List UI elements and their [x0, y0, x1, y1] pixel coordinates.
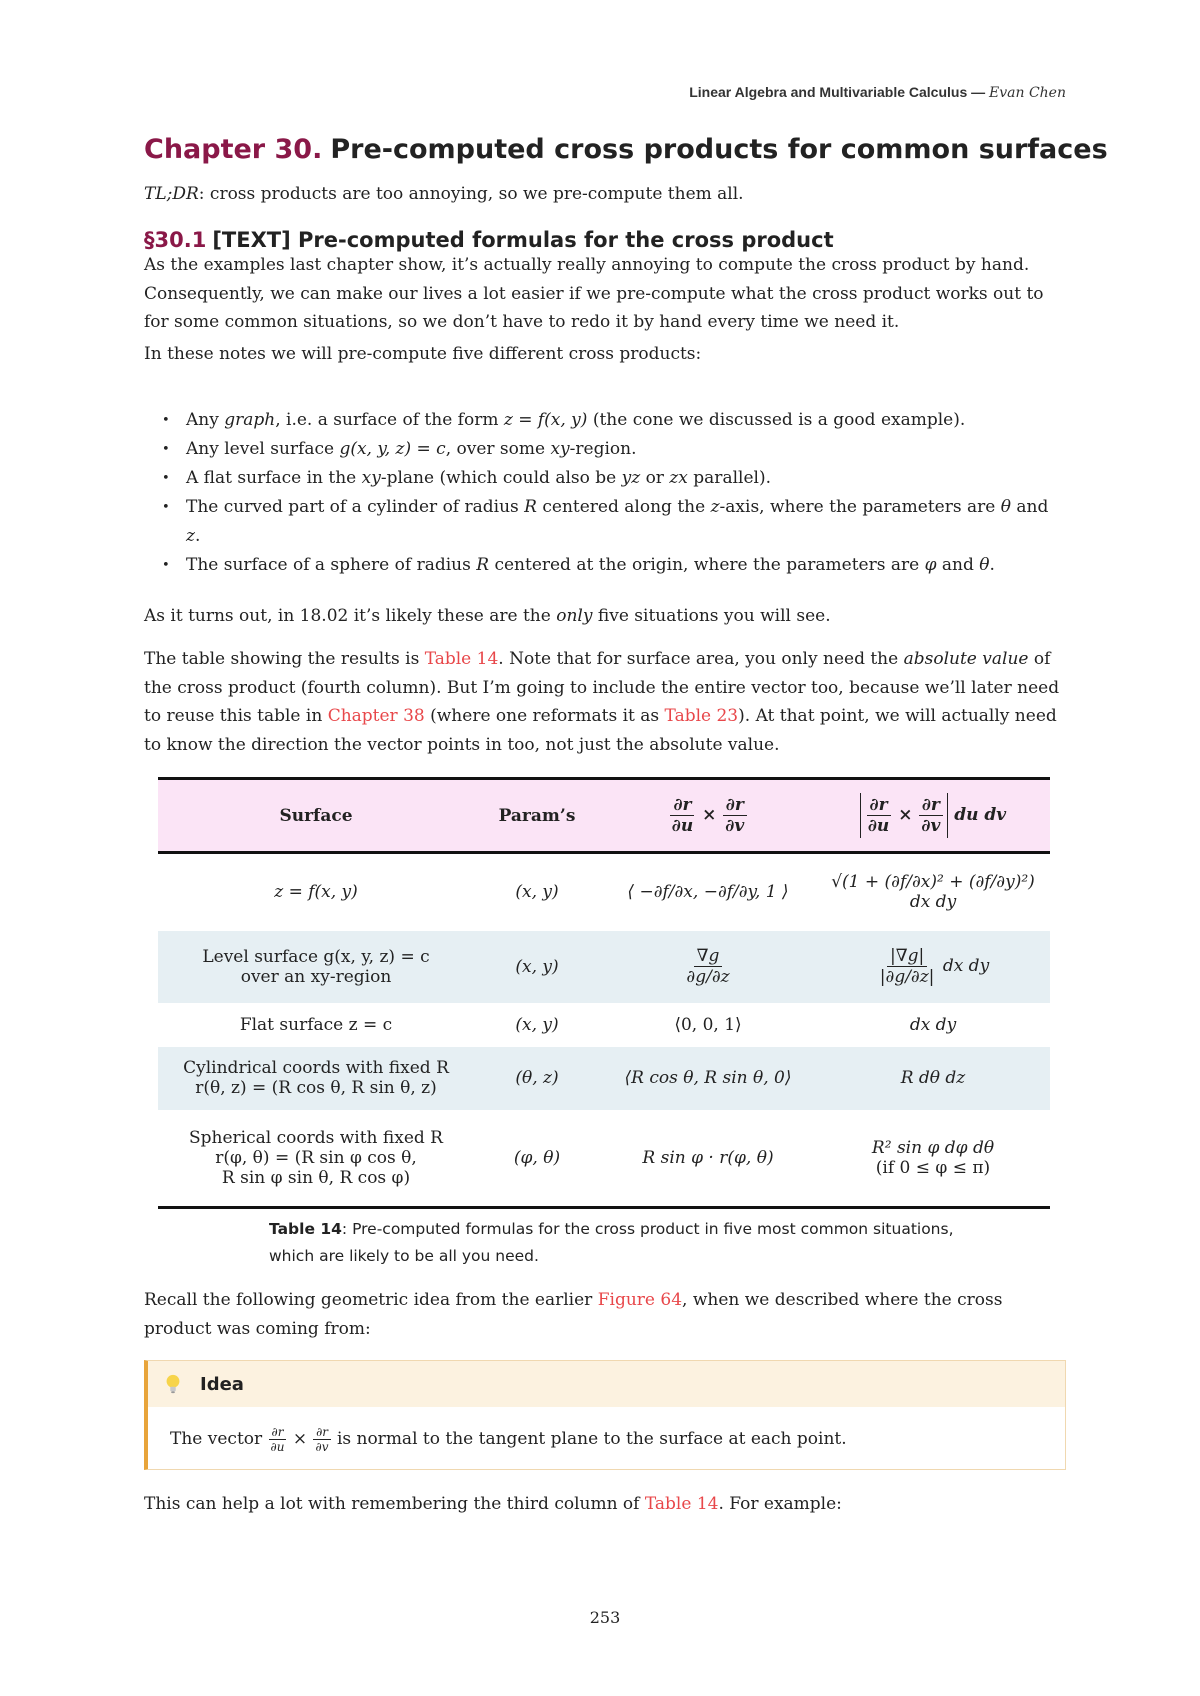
text: , i.e. a surface of the form	[275, 410, 504, 430]
math	[865, 795, 892, 836]
cell-surface: Flat surface z = c	[239, 1014, 393, 1035]
math: ∂r	[723, 795, 747, 816]
cell-area	[816, 931, 1050, 1003]
cell-cross	[600, 931, 816, 1003]
page-number: 253	[589, 1608, 621, 1627]
math: ∂u	[867, 816, 890, 836]
running-dash: —	[967, 84, 990, 100]
text: Recall the following geometric idea from the earlier	[144, 1290, 598, 1310]
paragraph-intro: As the examples last chapter show, it’s actually really annoying to compute the cross product by hand. Consequently, we can make our lives a lot easier if we pre-compute what the cross product works out to for some common situations, so we don’t have to redo it by hand every time we need it.	[144, 255, 1044, 332]
cross-product-table	[158, 777, 1050, 1209]
paragraph-five-products: In these notes we will pre-compute five different cross products:	[144, 344, 702, 364]
idea-title: Idea	[200, 1373, 244, 1395]
text: Cylindrical coords with fixed R	[183, 1058, 449, 1078]
text: As it turns out, in 18.02 it’s likely these are the	[144, 606, 557, 626]
text: (where one reformats it as	[424, 706, 665, 726]
math: ×	[292, 1429, 308, 1449]
math: ∂v	[921, 816, 941, 836]
math: g(x, y, z) = c	[339, 439, 446, 459]
list-item	[144, 464, 1066, 493]
math: xy	[361, 468, 381, 488]
cell-params: (x, y)	[515, 882, 559, 903]
text: .	[989, 555, 995, 575]
text: or	[640, 468, 670, 488]
math	[669, 795, 696, 836]
idea-body	[148, 1407, 1065, 1454]
running-title: Linear Algebra and Multivariable Calculus	[689, 84, 968, 100]
math: |∇g|	[887, 946, 927, 967]
math: ∂r	[867, 795, 891, 816]
section-heading	[144, 228, 834, 252]
chapter-38-link[interactable]: Chapter 38	[327, 706, 425, 726]
math: dx dy	[942, 956, 990, 976]
list-item	[144, 493, 1066, 551]
math: ∂v	[315, 1440, 329, 1454]
math: θ	[1000, 497, 1011, 517]
text: -plane (which could also be	[380, 468, 622, 488]
cell-area: √(1 + (∂f/∂x)² + (∂f/∂y)²) dx dy	[831, 872, 1035, 913]
cell-surface	[158, 931, 474, 1003]
cell-params: (θ, z)	[515, 1068, 559, 1088]
math: ×	[898, 805, 913, 825]
list-item	[144, 406, 1066, 435]
math: ∂u	[671, 816, 694, 836]
text: . Note that for surface area, you only need the	[498, 649, 904, 669]
chapter-name: Pre-computed cross products for common surfaces	[330, 134, 1108, 165]
cell-surface: z = f(x, y)	[274, 882, 358, 903]
text: -region.	[569, 439, 637, 459]
math	[860, 793, 949, 838]
text: The surface of a sphere of radius	[186, 555, 477, 575]
list-item	[144, 551, 1066, 580]
cell-area: dx dy	[909, 1014, 957, 1035]
text: Any	[186, 410, 225, 430]
cell-surface	[158, 1110, 474, 1208]
text: .	[194, 526, 201, 546]
math: ∂u	[270, 1440, 285, 1454]
text: , when we described where the cross product was coming from:	[144, 1290, 1003, 1339]
cell-params: (x, y)	[515, 956, 559, 977]
text: Any level surface	[186, 439, 340, 459]
lightbulb-icon	[162, 1373, 184, 1395]
text: -axis, where the parameters are	[719, 497, 1001, 517]
cell-surface	[158, 1047, 474, 1110]
math: ∂g/∂z	[686, 967, 730, 987]
text: , over some	[445, 439, 551, 459]
text: The table showing the results is	[144, 649, 425, 669]
math: yz	[621, 468, 641, 488]
text: five situations you will see.	[592, 606, 831, 626]
math: z = f(x, y)	[503, 410, 588, 430]
text: The curved part of a cylinder of radius	[186, 497, 525, 517]
math: ∂r	[269, 1425, 287, 1440]
text: and	[1010, 497, 1049, 517]
chapter-title	[144, 134, 1108, 165]
paragraph-recall	[144, 1286, 1066, 1343]
table-row	[158, 853, 1050, 931]
cell-cross: ⟨R cos θ, R sin θ, 0⟩	[624, 1068, 792, 1088]
table-23-link[interactable]: Table 23	[664, 706, 739, 726]
text: centered along the	[536, 497, 711, 517]
col-surface: Surface	[279, 805, 353, 826]
tldr-text: : cross products are too annoying, so we pre-compute them all.	[198, 184, 744, 204]
math: (if 0 ≤ φ ≤ π)	[875, 1157, 991, 1178]
tldr-label: TL;DR	[144, 184, 199, 204]
math: ∂v	[725, 816, 745, 836]
cell-area	[816, 1110, 1050, 1208]
idea-box	[144, 1360, 1066, 1470]
math	[683, 946, 732, 987]
text: is normal to the tangent plane to the surface at each point.	[336, 1429, 847, 1449]
table-row	[158, 1047, 1050, 1110]
table-14-link[interactable]: Table 14	[424, 649, 499, 669]
math: R	[524, 497, 537, 517]
cell-params: (x, y)	[515, 1014, 559, 1035]
paragraph-only-five	[144, 602, 1066, 631]
text: centered at the origin, where the parameters are	[489, 555, 925, 575]
math: z	[186, 526, 195, 546]
text: and	[936, 555, 980, 575]
table-caption	[269, 1216, 969, 1270]
section-number: §30.1	[144, 228, 207, 252]
text: graph	[224, 410, 276, 430]
text: Level surface g(x, y, z) = c	[202, 946, 430, 967]
tldr	[144, 184, 744, 204]
caption-label: Table 14	[269, 1220, 342, 1238]
running-author: Evan Chen	[989, 85, 1066, 101]
paragraph-table-intro	[144, 645, 1066, 759]
math: R	[476, 555, 490, 575]
math: φ	[924, 555, 937, 575]
math: du dv	[954, 805, 1007, 825]
cell-area: R dθ dz	[900, 1068, 966, 1088]
math	[722, 795, 747, 836]
text: . For example:	[718, 1494, 842, 1514]
text: of the cross product (fourth column). But I’m going to include the entire vector too, because we’ll later need to reuse this table in	[144, 649, 1060, 726]
text: Spherical coords with fixed R	[189, 1127, 443, 1148]
list-item	[144, 435, 1066, 464]
math: xy	[550, 439, 570, 459]
chapter-number: Chapter 30.	[144, 134, 323, 165]
cell-params: (φ, θ)	[513, 1147, 561, 1168]
math: ×	[702, 805, 717, 825]
table-row	[158, 1003, 1050, 1047]
section-title: [TEXT] Pre-computed formulas for the cross product	[212, 228, 834, 252]
text: ). At that point, we will actually need to know the direction the vector points in too, not just the absolute value.	[144, 706, 1057, 755]
math	[268, 1425, 288, 1454]
math	[918, 795, 943, 836]
math: ∇g	[694, 946, 723, 967]
cell-cross: R sin φ · r(φ, θ)	[642, 1147, 774, 1168]
text: A flat surface in the	[186, 468, 362, 488]
text: absolute value	[903, 649, 1029, 669]
col-cross	[600, 779, 816, 853]
cell-cross: ⟨0, 0, 1⟩	[674, 1014, 742, 1035]
text: over an xy-region	[240, 966, 392, 987]
math: R² sin φ dφ dθ	[871, 1137, 995, 1158]
text: R sin φ sin θ, R cos φ)	[221, 1167, 411, 1188]
idea-header	[148, 1361, 1065, 1407]
math: θ	[979, 555, 990, 575]
table-header-row	[158, 779, 1050, 853]
col-area	[816, 779, 1050, 853]
table-row	[158, 1110, 1050, 1208]
text: This can help a lot with remembering the third column of	[144, 1494, 645, 1514]
text: r(θ, z) = (R cos θ, R sin θ, z)	[195, 1078, 437, 1098]
math: zx	[669, 468, 688, 488]
table-row	[158, 931, 1050, 1003]
text: (the cone we discussed is a good example).	[587, 410, 966, 430]
math: |∂g/∂z|	[879, 967, 935, 987]
running-head	[689, 84, 1066, 101]
caption-text: : Pre-computed formulas for the cross product in five most common situations, which are likely to be all you need.	[269, 1220, 954, 1265]
math: ∂r	[313, 1425, 331, 1440]
figure-64-link[interactable]: Figure 64	[597, 1290, 683, 1310]
col-params: Param’s	[498, 805, 576, 826]
text: r(φ, θ) = (R sin φ cos θ,	[215, 1147, 417, 1168]
math: z	[710, 497, 720, 517]
table-14-link[interactable]: Table 14	[644, 1494, 719, 1514]
math: ∂r	[670, 795, 694, 816]
paragraph-third-column	[144, 1490, 1066, 1519]
math	[877, 946, 938, 987]
text: only	[556, 606, 593, 626]
bullet-list	[144, 406, 1066, 580]
cell-cross: ⟨ −∂f/∂x, −∂f/∂y, 1 ⟩	[627, 882, 789, 903]
math: ∂r	[919, 795, 943, 816]
math	[313, 1425, 332, 1454]
text: parallel).	[687, 468, 771, 488]
text: The vector	[170, 1429, 268, 1449]
